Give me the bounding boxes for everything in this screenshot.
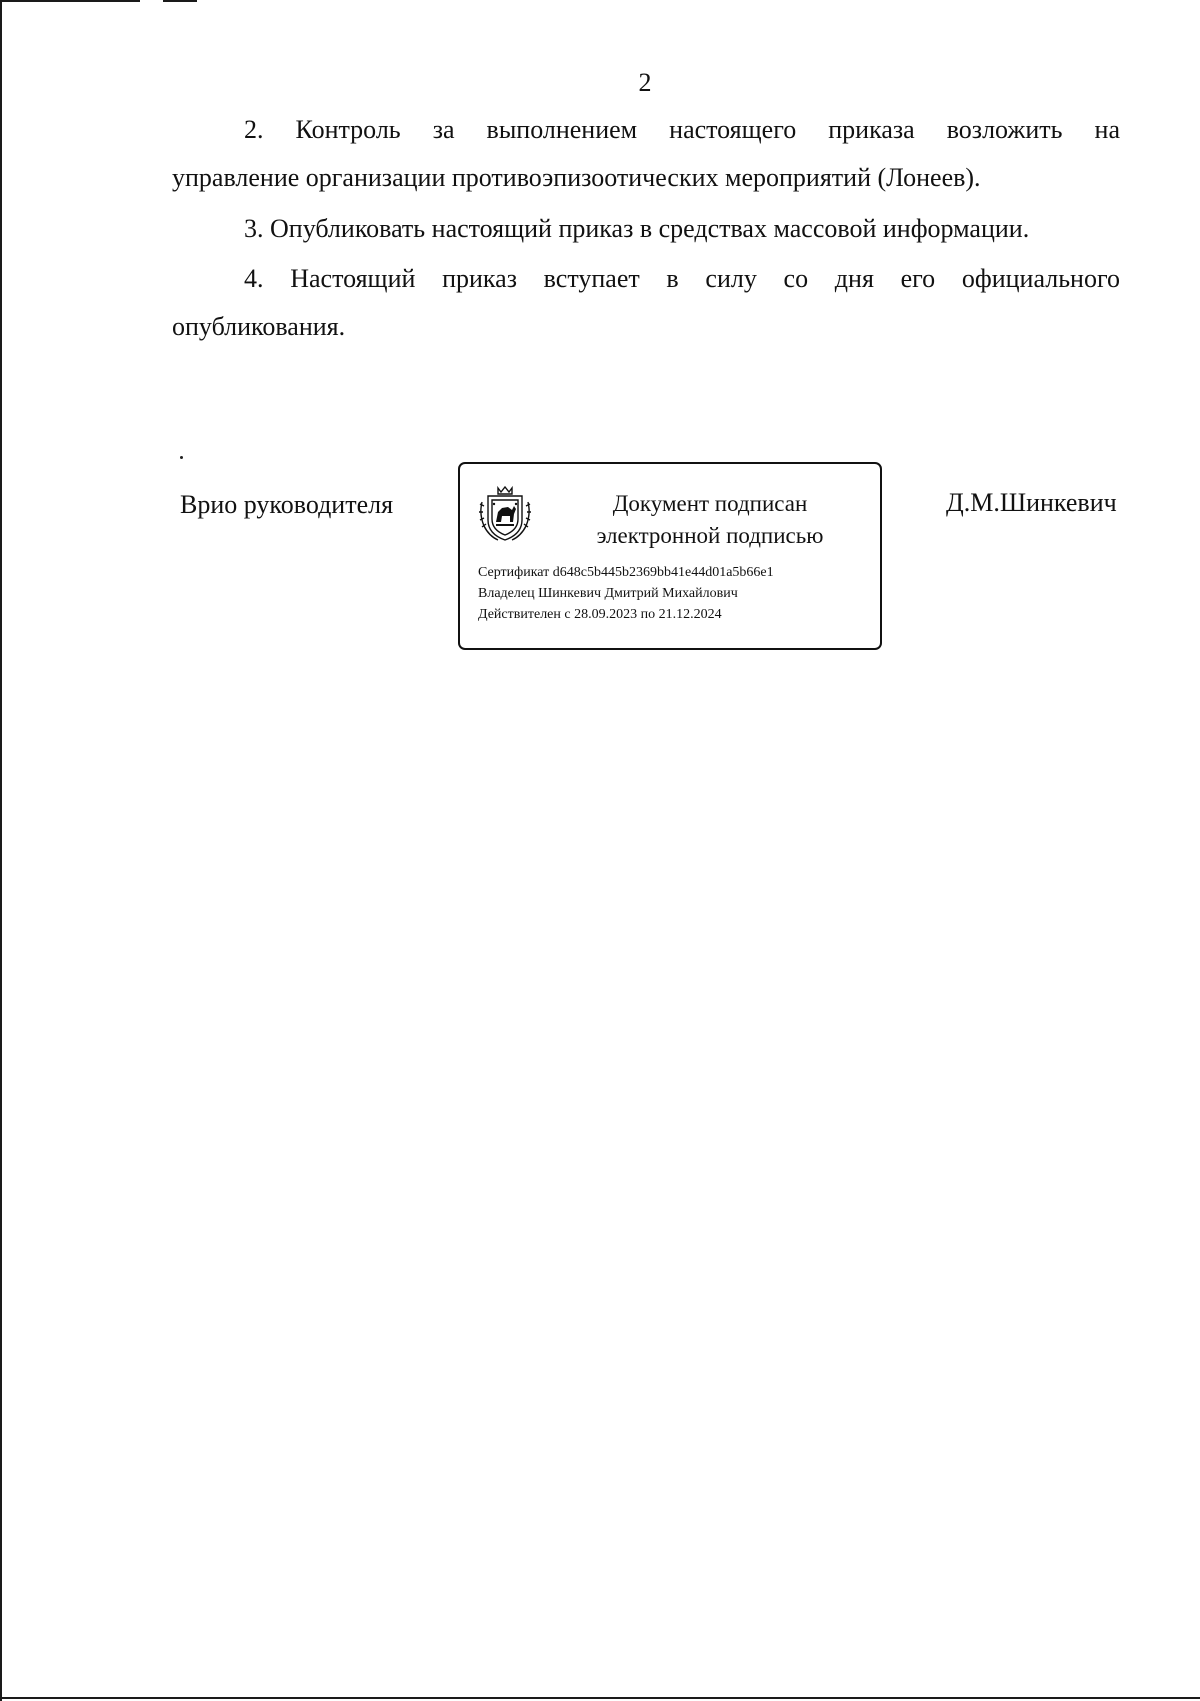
scan-border-top — [0, 0, 140, 2]
paragraph-2-line-1: 2. Контроль за выполнением настоящего приказа возложить на — [244, 115, 1120, 144]
coat-of-arms-icon — [476, 482, 534, 544]
paragraph-2 — [172, 106, 1120, 202]
paragraph-3 — [172, 205, 1120, 253]
scan-border-top-fragment — [163, 0, 197, 2]
stamp-title-line-2: электронной подписью — [596, 523, 824, 548]
paragraph-4 — [172, 255, 1120, 351]
stamp-title — [560, 488, 860, 552]
paragraph-2-line-2: управление организации противоэпизоотических мероприятий (Лонеев). — [172, 163, 981, 192]
stamp-title-line-1: Документ подписан — [612, 491, 808, 516]
certificate-validity: Действителен с 28.09.2023 по 21.12.2024 — [478, 607, 722, 622]
signatory-name: Д.М.Шинкевич — [946, 488, 1117, 517]
stamp-details — [478, 562, 774, 625]
scan-dot — [180, 456, 183, 459]
scan-border-left — [0, 0, 2, 1701]
paragraph-4-line-1: 4. Настоящий приказ вступает в силу со дня его официального — [244, 264, 1120, 293]
paragraph-3-text: 3. Опубликовать настоящий приказ в средствах массовой информации. — [244, 214, 1030, 243]
certificate-number: Сертификат d648c5b445b2369bb41e44d01a5b66e1 — [478, 565, 774, 580]
signatory-position: Врио руководителя — [180, 490, 394, 519]
certificate-owner: Владелец Шинкевич Дмитрий Михайлович — [478, 586, 738, 601]
paragraph-4-line-2: опубликования. — [172, 312, 346, 341]
electronic-signature-stamp — [458, 462, 882, 650]
page-number: 2 — [638, 68, 652, 97]
scan-border-bottom — [0, 1697, 1200, 1699]
